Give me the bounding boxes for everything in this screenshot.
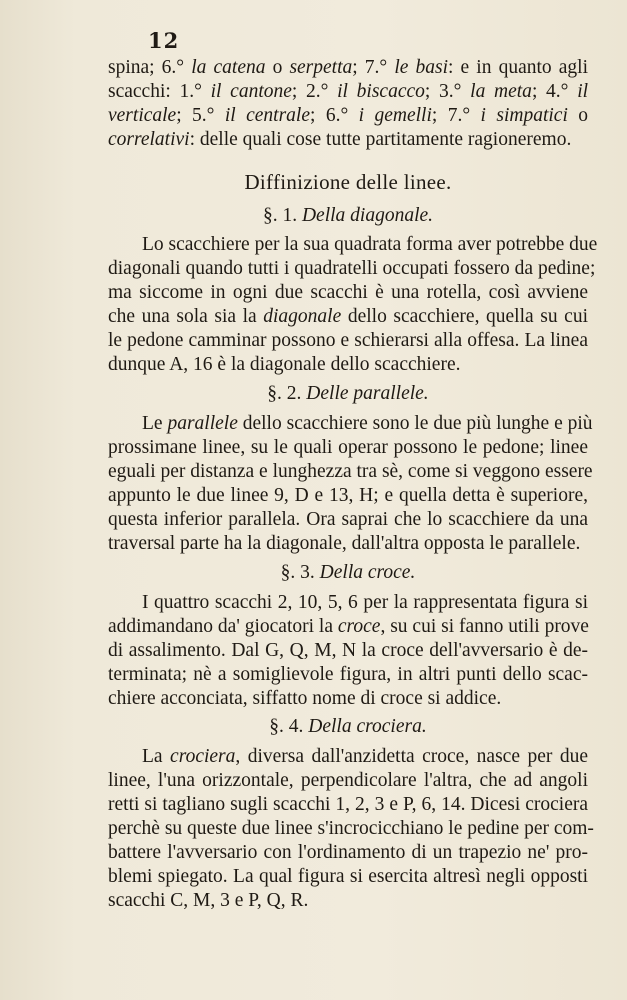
text-line: perchè su queste due linee s'incrocicchiano le pedine per com- bbox=[108, 818, 594, 839]
text-line: retti si tagliano sugli scacchi 1, 2, 3 e P, 6, 14. Dicesi crociera bbox=[108, 794, 588, 815]
section-3-paragraph bbox=[108, 591, 588, 711]
chapter-heading: Diffinizione delle linee. bbox=[244, 170, 452, 194]
text-line: traversal parte ha la diagonale, dall'altra opposta le parallele. bbox=[108, 533, 581, 554]
text-line: appunto le due linee 9, D e 13, H; e quella detta è superiore, bbox=[108, 485, 588, 506]
text-line: che una sola sia la diagonale dello scacchiere, quella su cui bbox=[108, 306, 588, 327]
section-2-title: §. 2. Delle parallele. bbox=[267, 383, 429, 404]
text-line: I quattro scacchi 2, 10, 5, 6 per la rappresentata figura si bbox=[142, 592, 588, 613]
text-line: prossimane linee, su le quali operar possono le pedone; linee bbox=[108, 437, 588, 458]
text-line: Lo scacchiere per la sua quadrata forma aver potrebbe due bbox=[142, 234, 598, 255]
section-title bbox=[108, 716, 588, 738]
intro-paragraph bbox=[108, 56, 588, 152]
section-1-title: §. 1. Della diagonale. bbox=[262, 205, 434, 226]
text-line: chiere acconciata, siffatto nome di croce si addice. bbox=[108, 688, 502, 709]
section-4-title: §. 4. Della crociera. bbox=[269, 716, 427, 737]
text-line: scacchi C, M, 3 e P, Q, R. bbox=[108, 890, 309, 911]
text-line: diagonali quando tutti i quadratelli occupati fossero da pedine; bbox=[108, 258, 596, 279]
text-line: le pedone camminar possono e schierarsi alla offesa. La linea bbox=[108, 330, 588, 351]
text-line: addimandano da' giocatori la croce, su cui si fanno utili prove bbox=[108, 616, 589, 637]
text-line: eguali per distanza e lunghezza tra sè, come si veggono essere bbox=[108, 461, 593, 482]
text-line: ma siccome in ogni due scacchi è una rotella, così avviene bbox=[108, 282, 588, 303]
section-title bbox=[108, 205, 588, 227]
text-line: battere l'avversario con l'ordinamento di un trapezio ne' pro- bbox=[108, 842, 588, 863]
section-title bbox=[108, 383, 588, 405]
text-line: linee, l'una orizzontale, perpendicolare l'altra, che ad angoli bbox=[108, 770, 588, 791]
section-4-paragraph bbox=[108, 745, 594, 913]
text-line: correlativi: delle quali cose tutte partitamente ragioneremo. bbox=[108, 129, 572, 150]
text-line: dunque A, 16 è la diagonale dello scacchiere. bbox=[108, 354, 461, 375]
text-line: terminata; nè a somiglievole figura, in altri punti dello scac- bbox=[108, 664, 588, 685]
text-line: Le parallele dello scacchiere sono le due più lunghe e più bbox=[142, 413, 593, 434]
text-line: La crociera, diversa dall'anzidetta croce, nasce per due bbox=[142, 746, 588, 767]
section-1-paragraph bbox=[108, 233, 598, 377]
section-2-paragraph bbox=[108, 412, 593, 556]
section-3-title: §. 3. Della croce. bbox=[280, 562, 416, 583]
text-line: scacchi: 1.° il cantone; 2.° il biscacco; 3.° la meta; 4.° il bbox=[108, 81, 589, 102]
text-line: spina; 6.° la catena o serpetta; 7.° le basi: e in quanto agli bbox=[108, 57, 588, 78]
page-number: 12 bbox=[148, 28, 180, 53]
text-line: blemi spiegato. La qual figura si esercita altresì negli opposti bbox=[108, 866, 588, 887]
section-title bbox=[108, 562, 588, 584]
text-line: questa inferior parallela. Ora saprai che lo scacchiere da una bbox=[108, 509, 588, 530]
text-line: verticale; 5.° il centrale; 6.° i gemelli; 7.° i simpatici o bbox=[108, 105, 589, 126]
text-line: di assalimento. Dal G, Q, M, N la croce dell'avversario è de- bbox=[108, 640, 588, 661]
